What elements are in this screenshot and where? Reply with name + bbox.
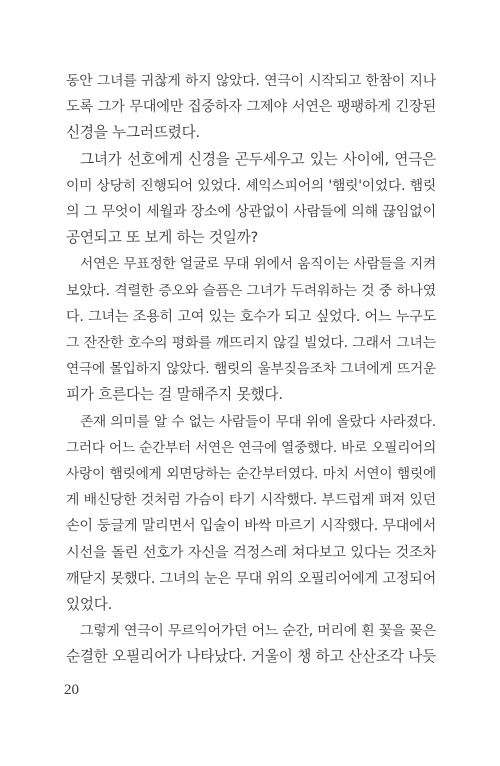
text-line: 도록 그가 무대에만 집중하자 그제야 서연은 팽팽하게 긴장된 [66,99,436,116]
text-line: 순결한 오필리어가 나타났다. 거울이 챙 하고 산산조각 나듯 [66,648,436,666]
text-line: 이미 상당히 진행되어 있었다. 셰익스피어의 '햄릿'이었다. 햄릿 [66,177,436,194]
paragraph-2 [66,147,436,252]
paragraph-4 [66,409,436,619]
text-line: 그러다 어느 순간부터 서연은 연극에 열중했다. 바로 오필리어의 [66,439,436,456]
text-line: 서연은 무표정한 얼굴로 무대 위에서 움직이는 사람들을 지켜 [80,256,436,273]
text-line: 의 그 무엇이 세월과 장소에 상관없이 사람들에 의해 끊임없이 [66,204,436,221]
text-line: 손이 둥글게 말리면서 입술이 바싹 마르기 시작했다. 무대에서 [66,518,436,535]
text-line: 그렇게 연극이 무르익어가던 어느 순간, 머리에 흰 꽃을 꽂은 [80,623,436,640]
text-line: 보았다. 격렬한 증오와 슬픔은 그녀가 두려워하는 것 중 하나였 [66,282,436,299]
text-line: 피가 흐른다는 걸 말해주지 못했다. [66,386,283,404]
text-line: 게 배신당한 것처럼 가슴이 타기 시작했다. 부드럽게 펴져 있던 [66,492,436,509]
page-number: 20 [64,682,79,698]
text-line: 그녀가 선호에게 신경을 곤두세우고 있는 사이에, 연극은 [80,150,436,168]
body-text [66,68,436,671]
text-line: 다. 그녀는 조용히 고여 있는 호수가 되고 싶었다. 어느 누구도 [66,308,436,325]
text-line: 공연되고 또 보게 하는 것일까? [66,229,259,247]
text-line: 연극에 몰입하지 않았다. 햄릿의 울부짖음조차 그녀에게 뜨거운 [66,361,436,378]
text-line: 시선을 돌린 선호가 자신을 걱정스레 쳐다보고 있다는 것조차 [66,544,436,561]
text-line: 사랑이 햄릿에게 외면당하는 순간부터였다. 마치 서연이 햄릿에 [66,466,436,483]
text-line: 깨닫지 못했다. 그녀의 눈은 무대 위의 오필리어에게 고정되어 [66,570,436,587]
text-line: 그 잔잔한 호수의 평화를 깨뜨리지 않길 빌었다. 그래서 그녀는 [66,335,436,352]
paragraph-1 [66,68,436,147]
paragraph-3 [66,251,436,408]
text-line: 존재 의미를 알 수 없는 사람들이 무대 위에 올랐다 사라졌다. [80,413,436,430]
text-line: 신경을 누그러뜨렸다. [66,124,200,142]
paragraph-5 [66,618,436,670]
text-line: 있었다. [66,596,113,614]
text-line: 동안 그녀를 귀찮게 하지 않았다. 연극이 시작되고 한참이 지나 [66,73,436,89]
